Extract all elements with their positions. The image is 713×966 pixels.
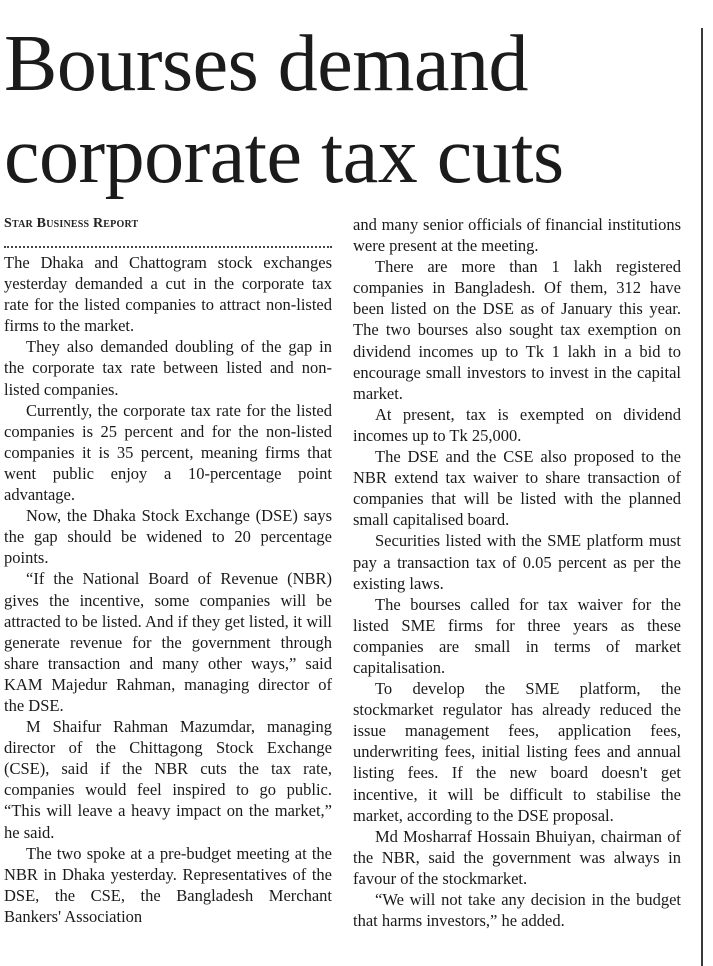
right-column: [353, 214, 681, 931]
paragraph: and many senior officials of financial institutions were present at the meeting.: [353, 215, 681, 256]
paragraph: To develop the SME platform, the stockmarket regulator has already reduced the issue management fees, application fees, underwriting fees, initial listing fees and annual listing fees. If the new board doesn't get incentive, it will be difficult to stabilise the market, according to the DSE proposal.: [353, 679, 681, 825]
paragraph: There are more than 1 lakh registered companies in Bangladesh. Of them, 312 have been listed on the DSE as of January this year. The two bourses also sought tax exemption on dividend incomes up to Tk 1 lakh in a bid to encourage small investors to invest in the capital market.: [353, 257, 681, 403]
paragraph: The two spoke at a pre-budget meeting at the NBR in Dhaka yesterday. Representatives of the DSE, the CSE, the Bangladesh Merchant Bankers' Association: [4, 843, 332, 926]
dotted-separator: [4, 240, 332, 248]
byline: Star Business Report: [4, 216, 139, 231]
paragraph: M Shaifur Rahman Mazumdar, managing director of the Chittagong Stock Exchange (CSE), said if the NBR cuts the tax rate, companies would feel inspired to go public. “This will leave a heavy impact on the market,” he said.: [4, 717, 332, 842]
paragraph: “If the National Board of Revenue (NBR) gives the incentive, some companies will be attracted to be listed. And if they get listed, it will generate revenue for the government through share transaction and many other ways,” said KAM Majedur Rahman, managing director of the DSE.: [4, 569, 332, 715]
paragraph: “We will not take any decision in the budget that harms investors,” he added.: [353, 890, 681, 931]
paragraph: The DSE and the CSE also proposed to the NBR extend tax waiver to share transaction of companies that will be listed with the planned small capitalised board.: [353, 447, 681, 530]
paragraph: Securities listed with the SME platform must pay a transaction tax of 0.05 percent as per the existing laws.: [353, 531, 681, 593]
paragraph: Md Mosharraf Hossain Bhuiyan, chairman of the NBR, said the government was always in favour of the stockmarket.: [353, 826, 681, 888]
headline: Bourses demand corporate tax cuts: [4, 20, 564, 200]
paragraph: They also demanded doubling of the gap in the corporate tax rate between listed and non-listed companies.: [4, 337, 332, 399]
paragraph: The Dhaka and Chattogram stock exchanges yesterday demanded a cut in the corporate tax rate for the listed companies to attract non-listed firms to the market.: [4, 253, 332, 336]
paragraph: The bourses called for tax waiver for the listed SME firms for three years as these companies are small in terms of market capitalisation.: [353, 594, 681, 677]
column-divider-rule: [701, 28, 703, 966]
paragraph: Now, the Dhaka Stock Exchange (DSE) says the gap should be widened to 20 percentage points.: [4, 506, 332, 568]
paragraph: At present, tax is exempted on dividend incomes up to Tk 25,000.: [353, 404, 681, 445]
left-column: [4, 214, 332, 927]
paragraph: Currently, the corporate tax rate for the listed companies is 25 percent and for the non-listed companies it is 35 percent, meaning firms that went public enjoy a 10-percentage point advantage.: [4, 400, 332, 505]
